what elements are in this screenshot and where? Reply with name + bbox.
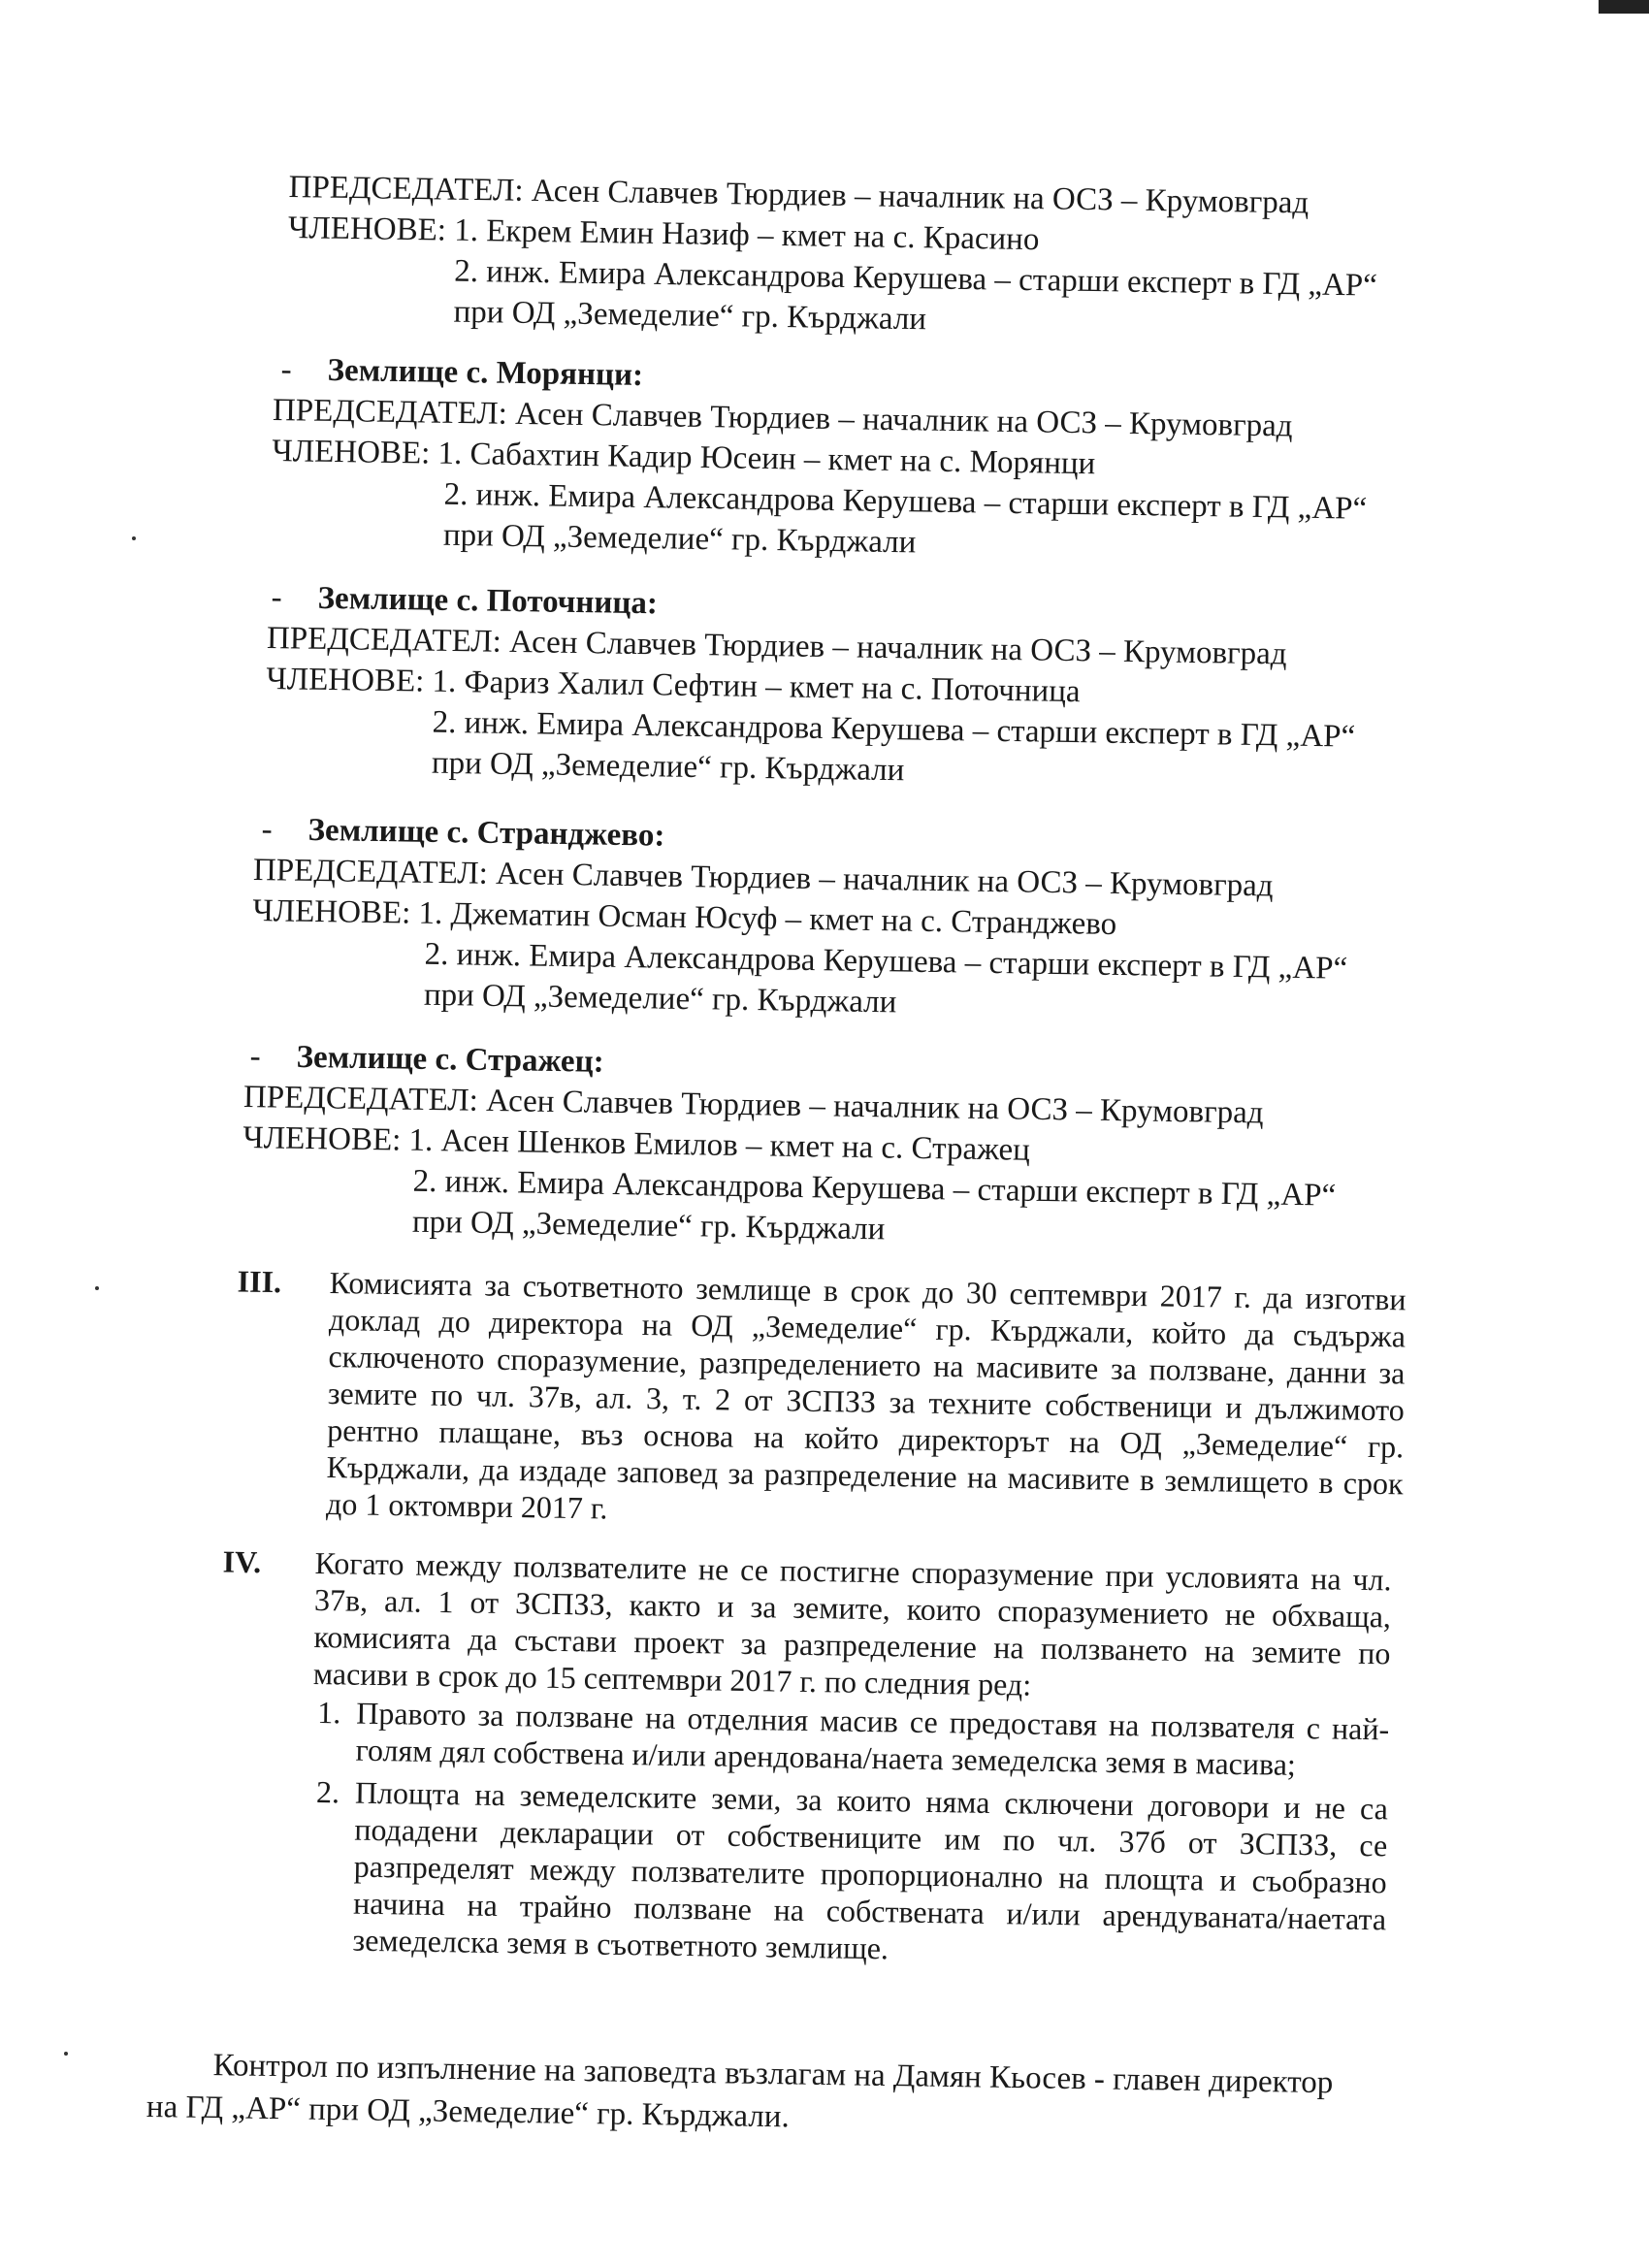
list-item	[315, 1774, 1389, 1975]
section-iv	[222, 1543, 1392, 1974]
member-line-2-cont: при ОД „Земеделие“ гр. Кърджали	[431, 745, 905, 789]
section-numeral: IV.	[222, 1543, 262, 1580]
committee-block-strazhets	[242, 1036, 1339, 1257]
member-line-2-cont: при ОД „Земеделие“ гр. Кърджали	[423, 977, 897, 1021]
member-line-2: 2. инж. Емира Александрова Керушева – старши експерт в ГД „АР“	[424, 936, 1348, 987]
committee-block-krasino	[286, 167, 1378, 347]
list-dash: -	[261, 812, 273, 848]
control-line-1: Контрол по изпълнение на заповедта възлагам на Дамян Кьосев - главен директор	[212, 2048, 1334, 2101]
scan-speck	[132, 536, 136, 540]
chair-line: ПРЕДСЕДАТЕЛ: Асен Славчев Тюрдиев – началник на ОСЗ – Крумовград	[242, 1079, 1264, 1131]
land-heading-text: Землище с. Морянци:	[327, 352, 644, 393]
land-heading-text: Землище с. Странджево:	[307, 812, 665, 854]
list-dash: -	[249, 1039, 261, 1075]
member-line-2: 2. инж. Емира Александрова Керушева – старши експерт в ГД „АР“	[454, 253, 1378, 304]
chair-line: ПРЕДСЕДАТЕЛ: Асен Славчев Тюрдиев – началник на ОСЗ – Крумовград	[272, 392, 1293, 444]
member-line-1: ЧЛЕНОВЕ: 1. Фариз Халил Сефтин – кмет на с. Поточница	[266, 661, 1081, 710]
chair-line: ПРЕДСЕДАТЕЛ: Асен Славчев Тюрдиев – началник на ОСЗ – Крумовград	[288, 169, 1310, 221]
committee-block-potochnitsa	[265, 577, 1358, 798]
committee-block-strandzhevo	[251, 809, 1350, 1030]
section-text: Комисията за съответното землище в срок до 30 септември 2017 г. да изготви доклад до директора на ОД „Земеделие“ гр. Кърджали, който да съдържа сключеното споразумение, разпределението на масивите за ползване, данни за земите по чл. 37в, ал. 3, т. 2 от ЗСПЗЗ за техните собственици и дължимото рентно плащане, въз основа на който директорът на ОД „Земеделие“ гр. Кърджали, да издаде заповед за разпределение на масивите в землището в срок до 1 октомври 2017 г.	[325, 1264, 1406, 1526]
control-statement	[146, 2043, 1334, 2147]
list-dash: -	[280, 352, 292, 388]
committee-block-moryantsi	[271, 349, 1370, 570]
section-iii	[237, 1263, 1406, 1539]
member-line-2-cont: при ОД „Земеделие“ гр. Кърджали	[411, 1204, 886, 1247]
member-line-1: ЧЛЕНОВЕ: 1. Сабахтин Кадир Юсеин – кмет на с. Морянци	[272, 433, 1096, 482]
member-line-2-cont: при ОД „Земеделие“ гр. Кърджали	[442, 517, 917, 561]
member-line-2: 2. инж. Емира Александрова Керушева – старши експерт в ГД „АР“	[432, 704, 1356, 755]
scan-speck	[64, 2052, 68, 2056]
section-text: Когато между ползвателите не се постигне споразумение при условията на чл. 37в, ал. 1 от ЗСПЗЗ, както и за земите, които споразумението не обхваща, комисията да състави проект за разпределение на ползването на земите по масиви в срок до 15 септември 2017 г. по следния ред:	[312, 1544, 1392, 1702]
member-line-2: 2. инж. Емира Александрова Керушева – старши експерт в ГД „АР“	[412, 1163, 1337, 1214]
chair-line: ПРЕДСЕДАТЕЛ: Асен Славчев Тюрдиев – началник на ОСЗ – Крумовград	[252, 852, 1274, 904]
member-line-2-cont: при ОД „Земеделие“ гр. Кърджали	[453, 294, 927, 338]
chair-line: ПРЕДСЕДАТЕЛ: Асен Славчев Тюрдиев – началник на ОСЗ – Крумовград	[266, 620, 1287, 672]
land-heading-text: Землище с. Стражец:	[296, 1039, 604, 1080]
member-line-1: ЧЛЕНОВЕ: 1. Екрем Емин Назиф – кмет на с. Красино	[287, 210, 1040, 258]
member-line-1: ЧЛЕНОВЕ: 1. Асен Шенков Емилов – кмет на с. Стражец	[242, 1119, 1031, 1168]
section-numeral: III.	[237, 1263, 282, 1300]
member-line-1: ЧЛЕНОВЕ: 1. Джематин Осман Юсуф – кмет на с. Странджево	[252, 892, 1117, 942]
scan-speck	[95, 1286, 99, 1290]
control-line-2: на ГД „АР“ при ОД „Земеделие“ гр. Кърджали.	[146, 2089, 791, 2135]
member-line-2: 2. инж. Емира Александрова Керушева – старши експерт в ГД „АР“	[443, 476, 1368, 527]
scan-edge-mark	[1599, 0, 1649, 14]
list-item-text: Правото за ползване на отделния масив се предоставя на ползвателя с най-голям дял собствена и/или арендована/наета земеделска земя в масива;	[355, 1695, 1390, 1782]
list-item-number: 1.	[316, 1695, 341, 1731]
list-item	[316, 1695, 1390, 1785]
list-dash: -	[271, 580, 282, 616]
list-item-number: 2.	[315, 1774, 340, 1810]
land-heading-text: Землище с. Поточница:	[317, 580, 659, 622]
list-item-text: Площта на земеделските земи, за които няма сключени договори и не са подадени декларации от собствениците им по чл. 37б от ЗСПЗЗ, се разпределят между ползвателите пропорционално на площта и съобразно начина на трайно ползване на собствената и/или арендуваната/наетата земеделска земя в съответното землище.	[352, 1774, 1389, 1966]
